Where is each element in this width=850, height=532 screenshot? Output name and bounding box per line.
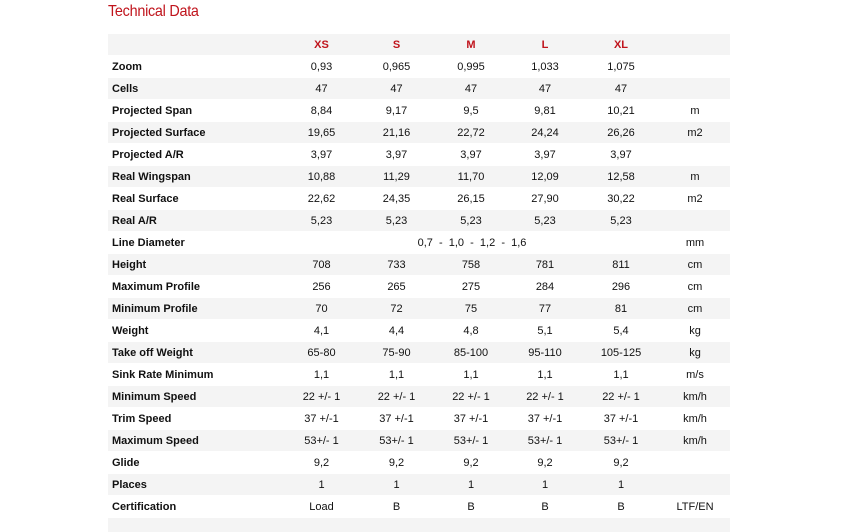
table-row [108, 452, 730, 474]
row-value-xl: 1,075 [582, 56, 660, 78]
row-value-xl: 81 [582, 298, 660, 320]
row-value-s: 4,4 [359, 320, 434, 342]
row-label: Places [108, 474, 284, 496]
row-value-l: 284 [508, 276, 582, 298]
row-value-s: 265 [359, 276, 434, 298]
table-row [108, 56, 730, 78]
row-unit: m2 [660, 188, 730, 210]
row-value-xl: 47 [582, 78, 660, 100]
row-unit: km/h [660, 408, 730, 430]
row-unit: cm [660, 298, 730, 320]
row-unit: mm [660, 232, 730, 254]
header-unit-cell [660, 34, 730, 56]
table-row [108, 144, 730, 166]
row-label: Minimum Speed [108, 386, 284, 408]
row-value-xs: 53+/- 1 [284, 430, 359, 452]
row-value-xl: 12,58 [582, 166, 660, 188]
size-header-xl: XL [582, 34, 660, 56]
row-unit: km/h [660, 430, 730, 452]
row-value-xl: 53+/- 1 [582, 430, 660, 452]
row-value-m: B [434, 496, 508, 518]
row-label: Line Diameter [108, 232, 284, 254]
row-value-xl: 3,97 [582, 144, 660, 166]
row-value-xl: 1,1 [582, 364, 660, 386]
row-value-span: 0,7 - 1,0 - 1,2 - 1,6 [284, 232, 660, 254]
row-value-s: 1 [359, 474, 434, 496]
row-value-s: 47 [359, 78, 434, 100]
row-unit: kg [660, 320, 730, 342]
row-value-m: 53+/- 1 [434, 430, 508, 452]
row-value-m: 1 [434, 474, 508, 496]
row-value-s: 1,1 [359, 364, 434, 386]
row-value-m: 75 [434, 298, 508, 320]
row-value-xl: 5,23 [582, 210, 660, 232]
table-row [108, 276, 730, 298]
row-value-xs: 22 +/- 1 [284, 386, 359, 408]
row-label: Real A/R [108, 210, 284, 232]
size-header-m: M [434, 34, 508, 56]
row-unit [660, 78, 730, 100]
table-row [108, 254, 730, 276]
row-value-m: 5,23 [434, 210, 508, 232]
row-value-xs: 10,88 [284, 166, 359, 188]
row-value-l: 9,2 [508, 452, 582, 474]
row-label: Maximum Speed [108, 430, 284, 452]
table-row [108, 408, 730, 430]
row-value-xl: 9,2 [582, 452, 660, 474]
row-value-xs: 4,1 [284, 320, 359, 342]
row-value-s: 11,29 [359, 166, 434, 188]
row-value-l: 781 [508, 254, 582, 276]
row-value-xl: 37 +/-1 [582, 408, 660, 430]
row-value-l: 5,23 [508, 210, 582, 232]
table-row [108, 298, 730, 320]
row-value-l: 77 [508, 298, 582, 320]
row-value-xs: 1,1 [284, 364, 359, 386]
row-value-m: 4,8 [434, 320, 508, 342]
table-row [108, 122, 730, 144]
row-value-xs: 1 [284, 474, 359, 496]
row-value-l: 47 [508, 78, 582, 100]
row-unit: cm [660, 254, 730, 276]
row-value-m: 3,97 [434, 144, 508, 166]
row-value-xl: B [582, 496, 660, 518]
row-value-xs: 3,97 [284, 144, 359, 166]
row-value-m: 26,15 [434, 188, 508, 210]
row-label: Real Surface [108, 188, 284, 210]
row-value-m: 47 [434, 78, 508, 100]
row-label: Weight [108, 320, 284, 342]
table-row [108, 474, 730, 496]
row-value-l: 5,1 [508, 320, 582, 342]
row-value-s: 21,16 [359, 122, 434, 144]
technical-data-table [108, 33, 730, 532]
row-value-xs: 9,2 [284, 452, 359, 474]
row-value-xs: 47 [284, 78, 359, 100]
row-value-m: 22,72 [434, 122, 508, 144]
row-value-m: 11,70 [434, 166, 508, 188]
row-value-l: 12,09 [508, 166, 582, 188]
row-value-m: 9,2 [434, 452, 508, 474]
row-value-m: 85-100 [434, 342, 508, 364]
table-row [108, 210, 730, 232]
row-unit: m [660, 100, 730, 122]
row-unit [660, 56, 730, 78]
row-label: Projected A/R [108, 144, 284, 166]
row-value-s: 75-90 [359, 342, 434, 364]
size-header-xs: XS [284, 34, 359, 56]
row-value-l: 27,90 [508, 188, 582, 210]
row-value-l: B [508, 496, 582, 518]
row-value-xs: 37 +/-1 [284, 408, 359, 430]
row-value-xl: 811 [582, 254, 660, 276]
table-row [108, 232, 730, 254]
row-value-xl: 26,26 [582, 122, 660, 144]
row-unit: m2 [660, 122, 730, 144]
row-unit: m/s [660, 364, 730, 386]
row-value-s: 72 [359, 298, 434, 320]
row-value-xl: 1 [582, 474, 660, 496]
size-header-s: S [359, 34, 434, 56]
row-label: Trim Speed [108, 408, 284, 430]
row-value-s: 22 +/- 1 [359, 386, 434, 408]
row-value-s: 5,23 [359, 210, 434, 232]
row-value-xl: 10,21 [582, 100, 660, 122]
row-value-xl: 22 +/- 1 [582, 386, 660, 408]
size-header-l: L [508, 34, 582, 56]
row-label: Glide [108, 452, 284, 474]
header-label-cell [108, 34, 284, 56]
row-unit [660, 474, 730, 496]
table-row [108, 78, 730, 100]
row-value-m: 0,995 [434, 56, 508, 78]
row-label: Certification [108, 496, 284, 518]
row-value-xl: 296 [582, 276, 660, 298]
row-label: Maximum Profile [108, 276, 284, 298]
row-value-xs: 8,84 [284, 100, 359, 122]
table-row [108, 166, 730, 188]
row-value-xs: Load [284, 496, 359, 518]
row-value-l: 1,033 [508, 56, 582, 78]
row-value-s: B [359, 496, 434, 518]
row-unit: m [660, 166, 730, 188]
row-label: Projected Span [108, 100, 284, 122]
row-value-l: 95-110 [508, 342, 582, 364]
row-value-xl: 105-125 [582, 342, 660, 364]
row-value-s: 24,35 [359, 188, 434, 210]
table-row [108, 320, 730, 342]
row-value-l: 3,97 [508, 144, 582, 166]
row-value-m: 9,5 [434, 100, 508, 122]
row-value-xs: 708 [284, 254, 359, 276]
row-value-xs: 5,23 [284, 210, 359, 232]
row-unit: LTF/EN [660, 496, 730, 518]
row-value-s: 3,97 [359, 144, 434, 166]
page-title: Technical Data [108, 3, 199, 21]
row-label: Projected Surface [108, 122, 284, 144]
row-value-xs: 0,93 [284, 56, 359, 78]
row-label: Sink Rate Minimum [108, 364, 284, 386]
row-value-s: 733 [359, 254, 434, 276]
row-value-l: 1 [508, 474, 582, 496]
row-unit: cm [660, 276, 730, 298]
row-unit [660, 210, 730, 232]
row-value-s: 37 +/-1 [359, 408, 434, 430]
row-value-s: 9,2 [359, 452, 434, 474]
table-row [108, 100, 730, 122]
row-value-m: 37 +/-1 [434, 408, 508, 430]
row-value-xs: 65-80 [284, 342, 359, 364]
row-value-l: 1,1 [508, 364, 582, 386]
row-unit [660, 452, 730, 474]
row-value-xs: 70 [284, 298, 359, 320]
row-value-xs: 19,65 [284, 122, 359, 144]
row-value-xs: 22,62 [284, 188, 359, 210]
row-value-xl: 30,22 [582, 188, 660, 210]
row-unit: kg [660, 342, 730, 364]
row-value-l: 37 +/-1 [508, 408, 582, 430]
table-row [108, 496, 730, 518]
row-value-m: 275 [434, 276, 508, 298]
row-value-s: 0,965 [359, 56, 434, 78]
row-value-m: 1,1 [434, 364, 508, 386]
row-label: Cells [108, 78, 284, 100]
row-label: Real Wingspan [108, 166, 284, 188]
table-row [108, 188, 730, 210]
row-value-l: 53+/- 1 [508, 430, 582, 452]
row-label: Height [108, 254, 284, 276]
row-value-s: 9,17 [359, 100, 434, 122]
row-value-l: 22 +/- 1 [508, 386, 582, 408]
table-row [108, 430, 730, 452]
row-value-s: 53+/- 1 [359, 430, 434, 452]
size-header-row [108, 34, 730, 56]
row-value-l: 24,24 [508, 122, 582, 144]
row-unit [660, 144, 730, 166]
row-label: Take off Weight [108, 342, 284, 364]
row-value-xl: 5,4 [582, 320, 660, 342]
row-value-xs: 256 [284, 276, 359, 298]
row-label: Zoom [108, 56, 284, 78]
table-row [108, 386, 730, 408]
table-row [108, 342, 730, 364]
row-value-m: 758 [434, 254, 508, 276]
table-row [108, 364, 730, 386]
row-unit: km/h [660, 386, 730, 408]
row-value-m: 22 +/- 1 [434, 386, 508, 408]
row-value-l: 9,81 [508, 100, 582, 122]
row-label: Minimum Profile [108, 298, 284, 320]
